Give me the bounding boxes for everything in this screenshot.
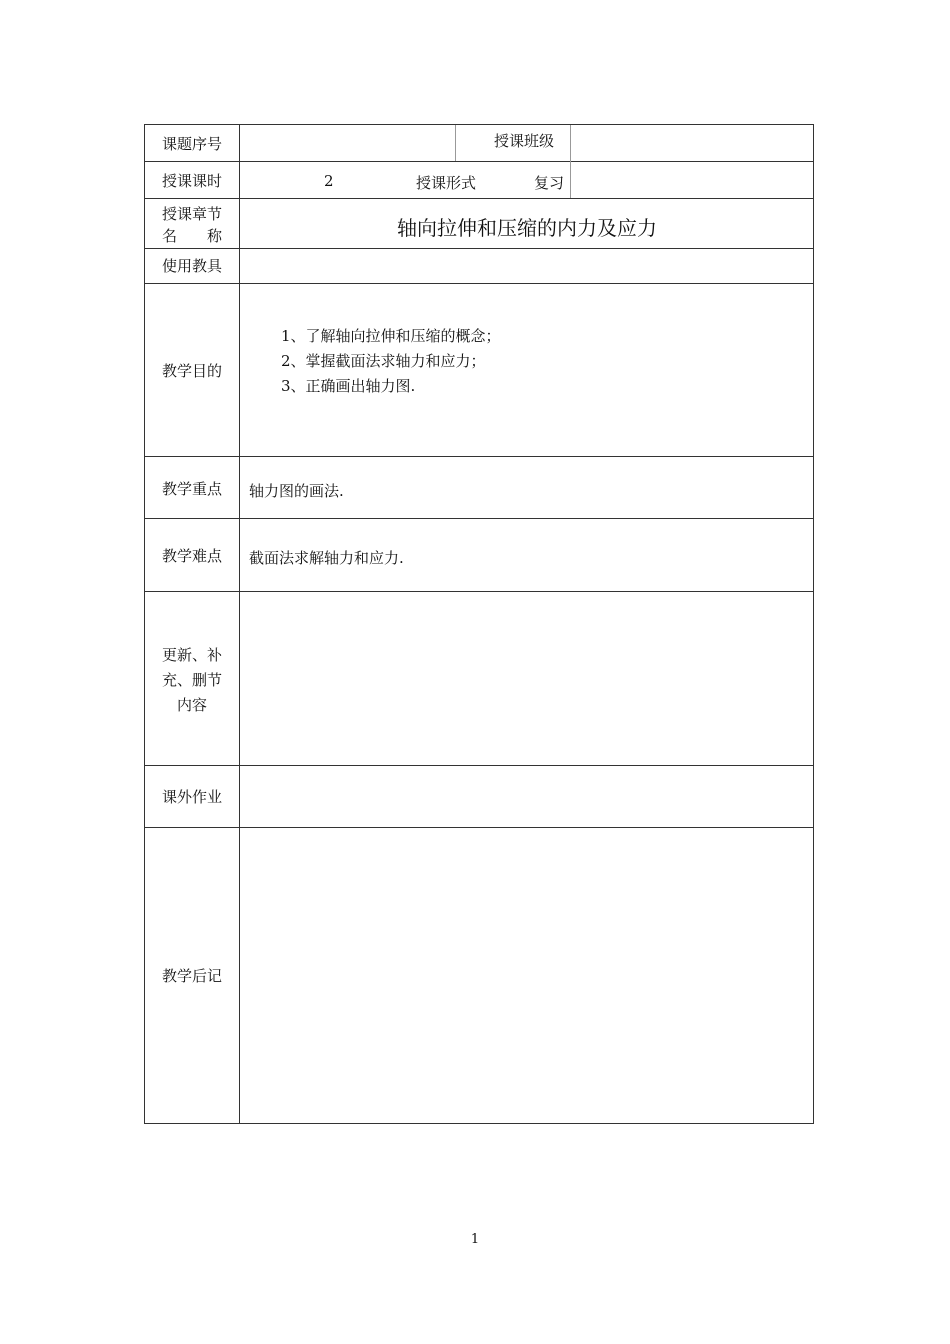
objective-item: 2、掌握截面法求轴力和应力； xyxy=(281,352,486,370)
key-points-value: 轴力图的画法. xyxy=(249,482,344,500)
hours-label: 授课课时 xyxy=(161,172,222,190)
hours-value: 2 xyxy=(324,172,334,190)
form-value: 复习 xyxy=(534,174,565,192)
cell-divider xyxy=(455,125,456,161)
difficulties-value: 截面法求解轴力和应力. xyxy=(249,549,404,567)
row-divider xyxy=(145,248,813,249)
lesson-plan-table xyxy=(144,124,814,1124)
row-divider xyxy=(145,765,813,766)
row-divider xyxy=(145,198,813,199)
row-divider xyxy=(145,456,813,457)
objective-item: 3、正确画出轴力图. xyxy=(281,377,416,395)
key-points-label: 教学重点 xyxy=(161,480,222,498)
objectives-label: 教学目的 xyxy=(161,362,222,380)
row-divider xyxy=(145,518,813,519)
updates-label-line1: 更新、补 xyxy=(161,646,222,664)
updates-label-line3: 内容 xyxy=(176,696,207,714)
homework-label: 课外作业 xyxy=(161,788,222,806)
cell-divider xyxy=(570,125,571,198)
chapter-label-line1: 授课章节 xyxy=(161,205,222,223)
objective-item: 1、了解轴向拉伸和压缩的概念； xyxy=(281,327,501,345)
updates-label-line2: 充、删节 xyxy=(161,671,222,689)
chapter-label xyxy=(145,203,239,247)
form-label: 授课形式 xyxy=(416,174,477,192)
topic-number-label: 课题序号 xyxy=(161,135,222,153)
page-number: 1 xyxy=(470,1232,480,1247)
class-label: 授课班级 xyxy=(494,132,555,150)
updates-label xyxy=(145,643,239,718)
row-divider xyxy=(145,161,813,162)
notes-label: 教学后记 xyxy=(161,967,222,985)
chapter-title: 轴向拉伸和压缩的内力及应力 xyxy=(397,216,657,240)
row-divider xyxy=(145,591,813,592)
row-divider xyxy=(145,283,813,284)
tools-label: 使用教具 xyxy=(161,257,222,275)
difficulties-label: 教学难点 xyxy=(161,547,222,565)
chapter-label-line2: 名 称 xyxy=(161,227,222,245)
row-divider xyxy=(145,827,813,828)
column-divider xyxy=(239,125,240,1123)
